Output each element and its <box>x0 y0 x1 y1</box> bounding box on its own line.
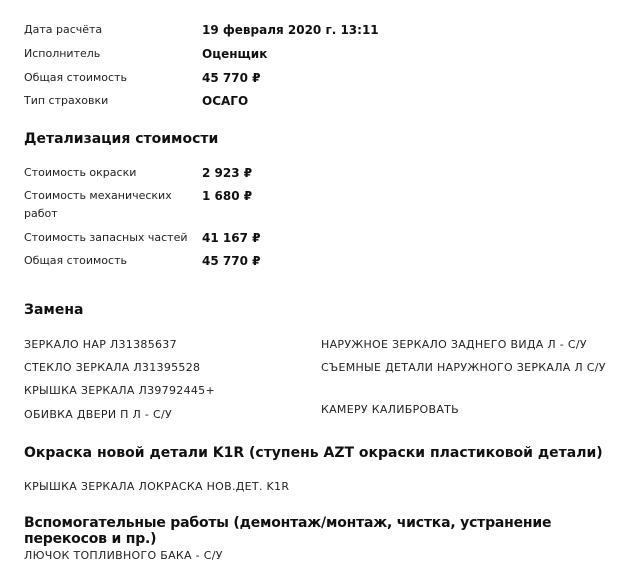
cost-row-parts <box>24 229 260 247</box>
replacement-item: ОБИВКА ДВЕРИ П Л - С/У <box>24 408 172 421</box>
summary-label: Тип страховки <box>24 94 109 107</box>
summary-value: 19 февраля 2020 г. 13:11 <box>202 23 379 37</box>
cost-value: 41 167 ₽ <box>202 231 261 245</box>
cost-value: 2 923 ₽ <box>202 166 253 180</box>
summary-row-insurance <box>24 92 248 110</box>
cost-row-painting <box>24 164 252 182</box>
replacement-item: СЪЕМНЫЕ ДЕТАЛИ НАРУЖНОГО ЗЕРКАЛА Л С/У <box>321 361 606 374</box>
replacement-item: ЗЕРКАЛО НАР Л31385637 <box>24 338 177 351</box>
cost-label: Стоимость механических работ <box>24 189 172 220</box>
replacement-item: НАРУЖНОЕ ЗЕРКАЛО ЗАДНЕГО ВИДА Л - С/У <box>321 338 587 351</box>
summary-row-executor <box>24 45 267 63</box>
summary-row-total <box>24 69 260 87</box>
painting-item: КРЫШКА ЗЕРКАЛА ЛОКРАСКА НОВ.ДЕТ. K1R <box>24 480 290 493</box>
summary-value: ОСАГО <box>202 94 249 108</box>
auxiliary-item: ЛЮЧОК ТОПЛИВНОГО БАКА - С/У <box>24 549 223 562</box>
summary-row-date <box>24 21 379 39</box>
painting-heading: Окраска новой детали K1R (ступень AZT окраски пластиковой детали) <box>24 445 603 461</box>
replacement-heading: Замена <box>24 302 84 318</box>
summary-label: Дата расчёта <box>24 23 103 36</box>
cost-row-total <box>24 252 260 270</box>
replacement-item: КАМЕРУ КАЛИБРОВАТЬ <box>321 403 460 416</box>
summary-value: 45 770 ₽ <box>202 71 261 85</box>
cost-label: Стоимость окраски <box>24 166 137 179</box>
cost-row-mechanical <box>24 187 252 223</box>
summary-value: Оценщик <box>202 47 268 61</box>
summary-label: Общая стоимость <box>24 71 127 84</box>
cost-label: Общая стоимость <box>24 254 127 267</box>
cost-value: 45 770 ₽ <box>202 254 261 268</box>
replacement-item: КРЫШКА ЗЕРКАЛА Л39792445+ <box>24 384 215 397</box>
auxiliary-heading: Вспомогательные работы (демонтаж/монтаж, чистка, устранение перекосов и пр.) <box>24 515 552 547</box>
cost-details-heading: Детализация стоимости <box>24 131 219 147</box>
cost-label: Стоимость запасных частей <box>24 231 188 244</box>
summary-label: Исполнитель <box>24 47 101 60</box>
cost-value: 1 680 ₽ <box>202 189 253 203</box>
replacement-item: СТЕКЛО ЗЕРКАЛА Л31395528 <box>24 361 201 374</box>
